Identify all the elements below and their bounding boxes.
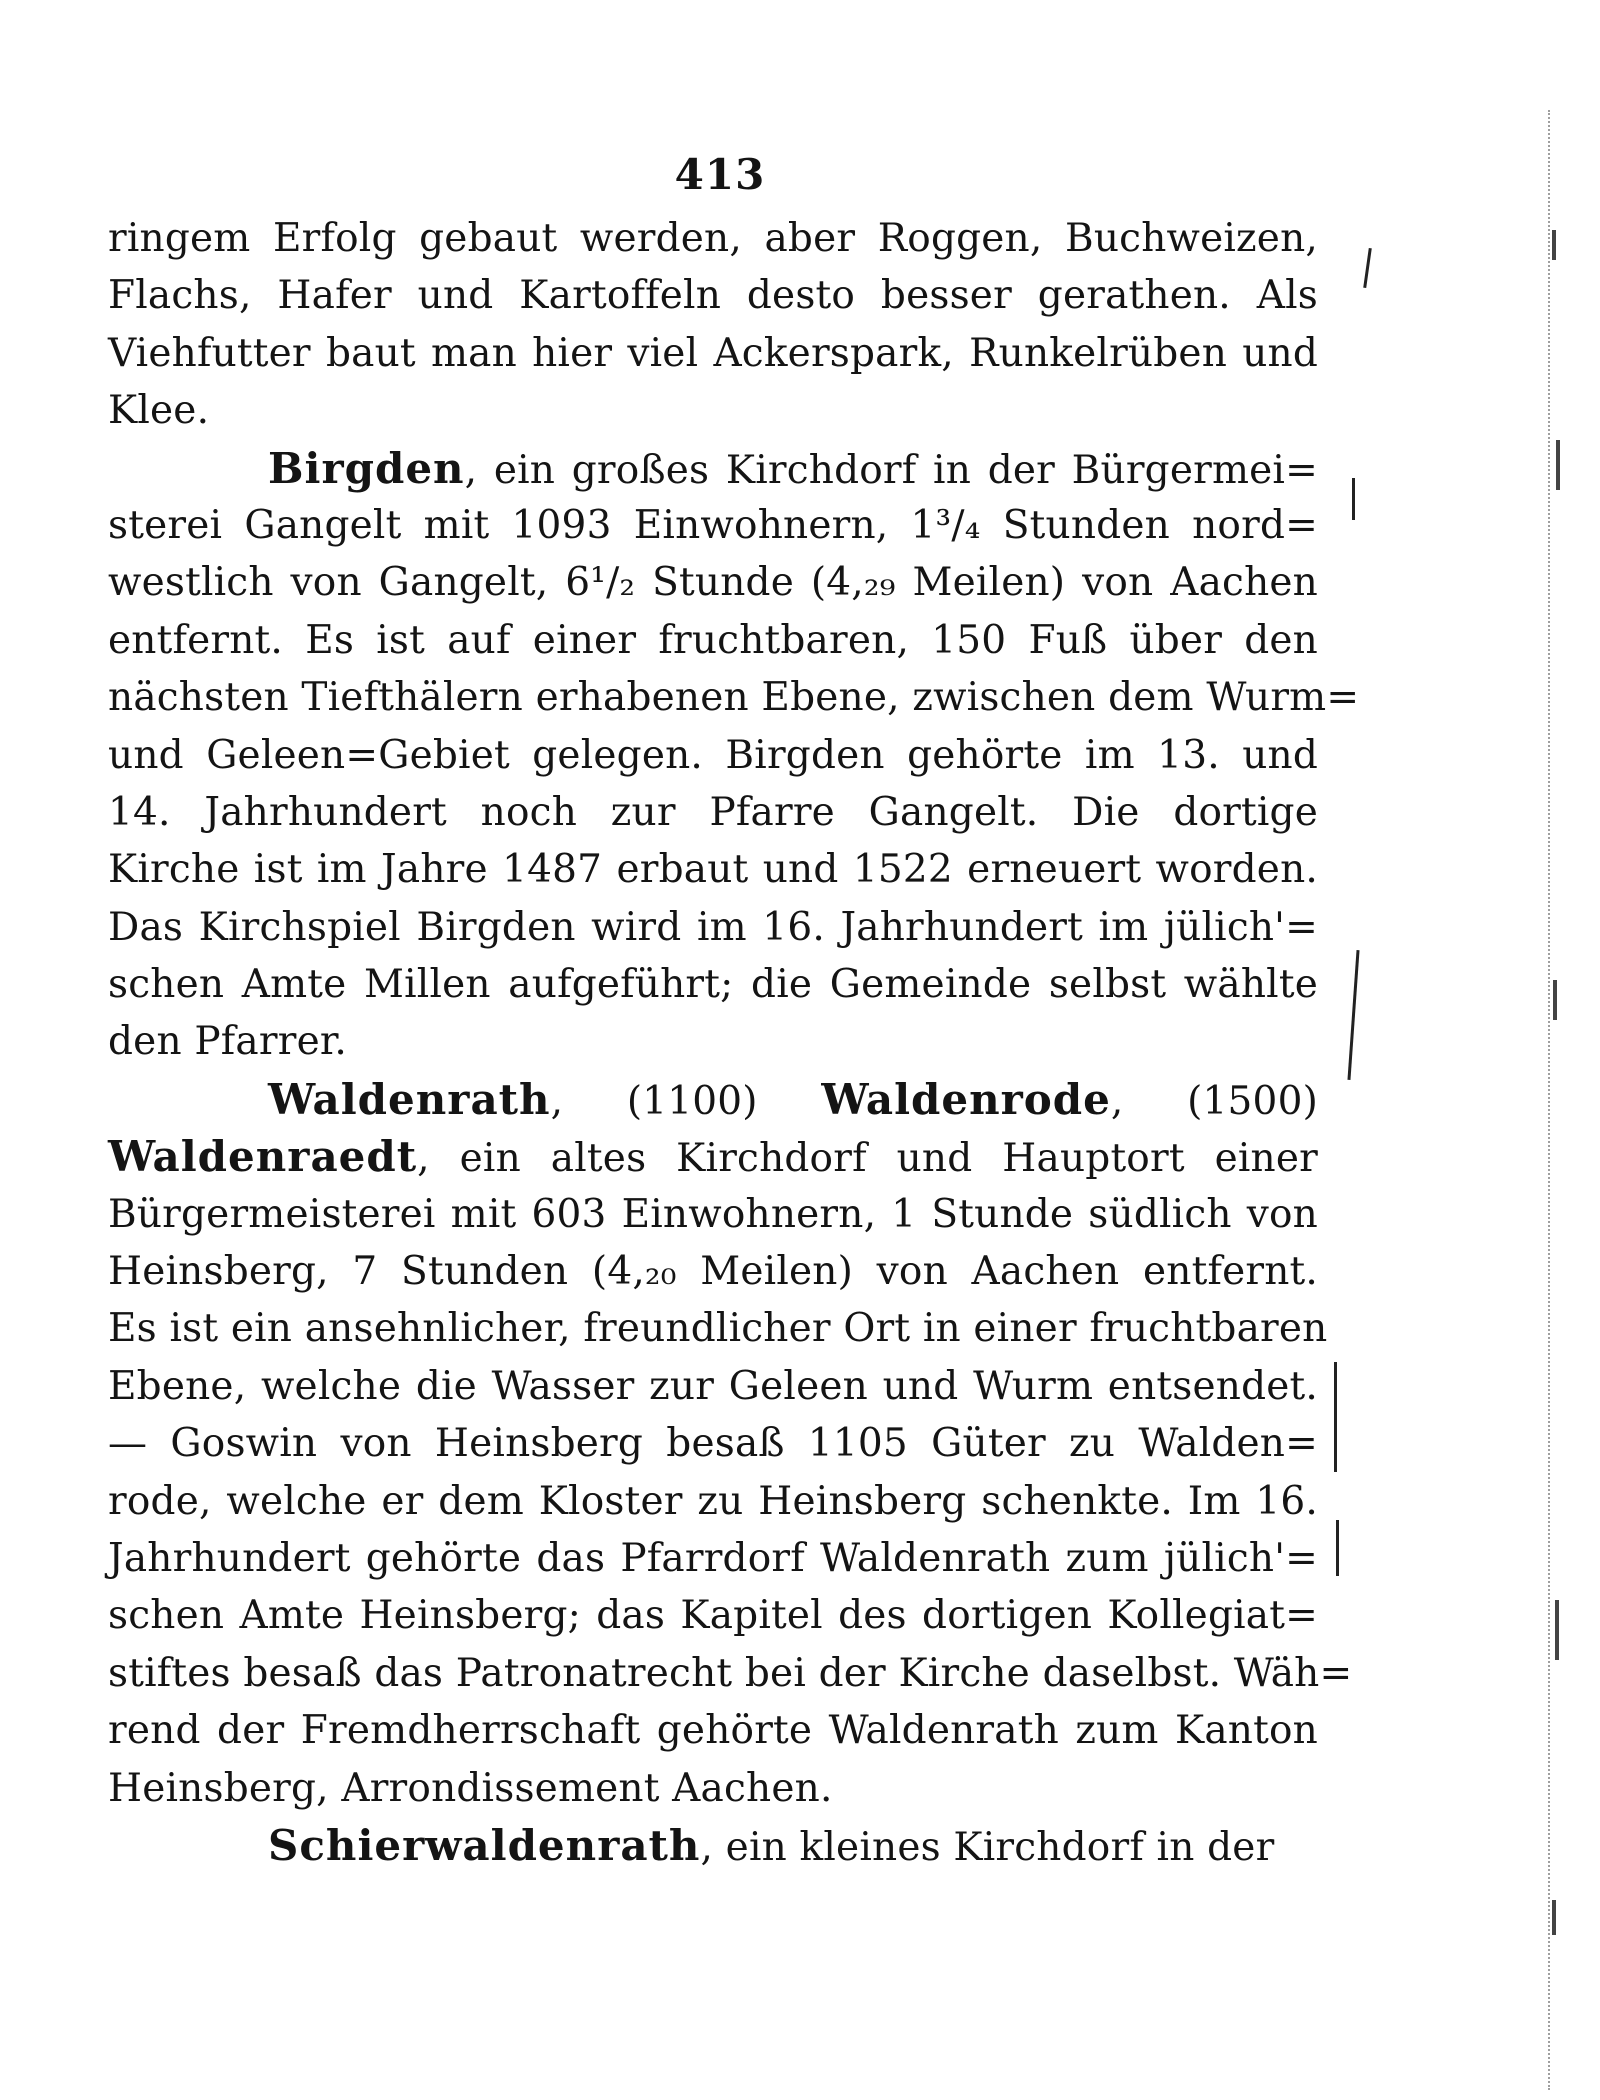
text-line: 14. Jahrhundert noch zur Pfarre Gangelt. Die dortige [108, 789, 1318, 835]
text-line: ringem Erfolg gebaut werden, aber Roggen, Buchweizen, [108, 216, 1318, 261]
text-line: Kirche ist im Jahre 1487 erbaut und 1522 erneuert worden. [108, 847, 1318, 893]
text-line: Ebene, welche die Wasser zur Geleen und Wurm entsendet. [108, 1363, 1318, 1409]
text-line: Bürgermeisterei mit 603 Einwohnern, 1 Stunde südlich von [108, 1191, 1318, 1237]
scan-edge [1548, 110, 1564, 2090]
text-line: schen Amte Millen aufgeführt; die Gemeinde selbst wählte [108, 962, 1318, 1008]
text-line: nächsten Tiefthälern erhabenen Ebene, zwischen dem Wurm= [108, 675, 1360, 721]
page-number: 413 [674, 150, 766, 199]
margin-mark [1336, 1520, 1339, 1576]
scan-edge-speck [1552, 1900, 1556, 1935]
margin-mark [1352, 478, 1355, 520]
text-line: entfernt. Es ist auf einer fruchtbaren, 150 Fuß über den [108, 617, 1318, 663]
text-line: stiftes besaß das Patronatrecht bei der Kirche daselbst. Wäh= [108, 1650, 1353, 1696]
headword-schierwaldenrath: Schierwaldenrath [268, 1820, 701, 1870]
text-line: Das Kirchspiel Birgden wird im 16. Jahrhundert im jülich'= [108, 904, 1318, 950]
scan-edge-speck [1555, 1600, 1559, 1660]
margin-mark [1347, 950, 1359, 1080]
text-line: Flachs, Hafer und Kartoffeln desto besser gerathen. Als [108, 273, 1318, 319]
headword-waldenrath: Waldenrath [268, 1074, 551, 1124]
scan-edge-speck [1556, 440, 1560, 490]
text-line: schen Amte Heinsberg; das Kapitel des dortigen Kollegiat= [108, 1593, 1318, 1639]
text-line: Jahrhundert gehörte das Pfarrdorf Waldenrath zum jülich'= [108, 1535, 1318, 1581]
text-line: den Pfarrer. [108, 1019, 348, 1065]
scan-edge-speck [1553, 980, 1557, 1020]
headword-waldenrode: Waldenrode [821, 1074, 1111, 1124]
text-line: Waldenraedt, ein altes Kirchdorf und Hauptort einer [108, 1132, 1318, 1182]
text-line: Klee. [108, 388, 210, 434]
headword-birgden: Birgden [268, 443, 465, 493]
text-line: Es ist ein ansehnlicher, freundlicher Ort in einer fruchtbaren [108, 1306, 1328, 1352]
entry-line-birgden: Birgden, ein großes Kirchdorf in der Bürgermei= [268, 443, 1318, 493]
text-line: sterei Gangelt mit 1093 Einwohnern, 1³/₄ Stunden nord= [108, 502, 1318, 548]
margin-mark [1334, 1362, 1337, 1472]
margin-mark [1363, 248, 1372, 288]
text-line: Viehfutter baut man hier viel Ackerspark, Runkelrüben und [108, 330, 1318, 376]
text-line: — Goswin von Heinsberg besaß 1105 Güter zu Walden= [108, 1421, 1318, 1467]
body-text [108, 210, 1360, 1874]
text-line: rend der Fremdherrschaft gehörte Waldenrath zum Kanton [108, 1708, 1318, 1754]
text-line: rode, welche er dem Kloster zu Heinsberg schenkte. Im 16. [108, 1478, 1318, 1524]
text-line: und Geleen=Gebiet gelegen. Birgden gehörte im 13. und [108, 732, 1318, 778]
text-line: Heinsberg, 7 Stunden (4,₂₀ Meilen) von Aachen entfernt. [108, 1249, 1318, 1295]
headword-waldenraedt: Waldenraedt [108, 1132, 418, 1182]
entry-line-schierwaldenrath: Schierwaldenrath, ein kleines Kirchdorf in der [268, 1820, 1275, 1870]
text-line: westlich von Gangelt, 6¹/₂ Stunde (4,₂₉ Meilen) von Aachen [108, 560, 1318, 606]
text-line: Heinsberg, Arrondissement Aachen. [108, 1765, 833, 1811]
scan-edge-speck [1552, 230, 1556, 260]
entry-line-waldenrath: Waldenrath, (1100) Waldenrode, (1500) [268, 1074, 1318, 1124]
